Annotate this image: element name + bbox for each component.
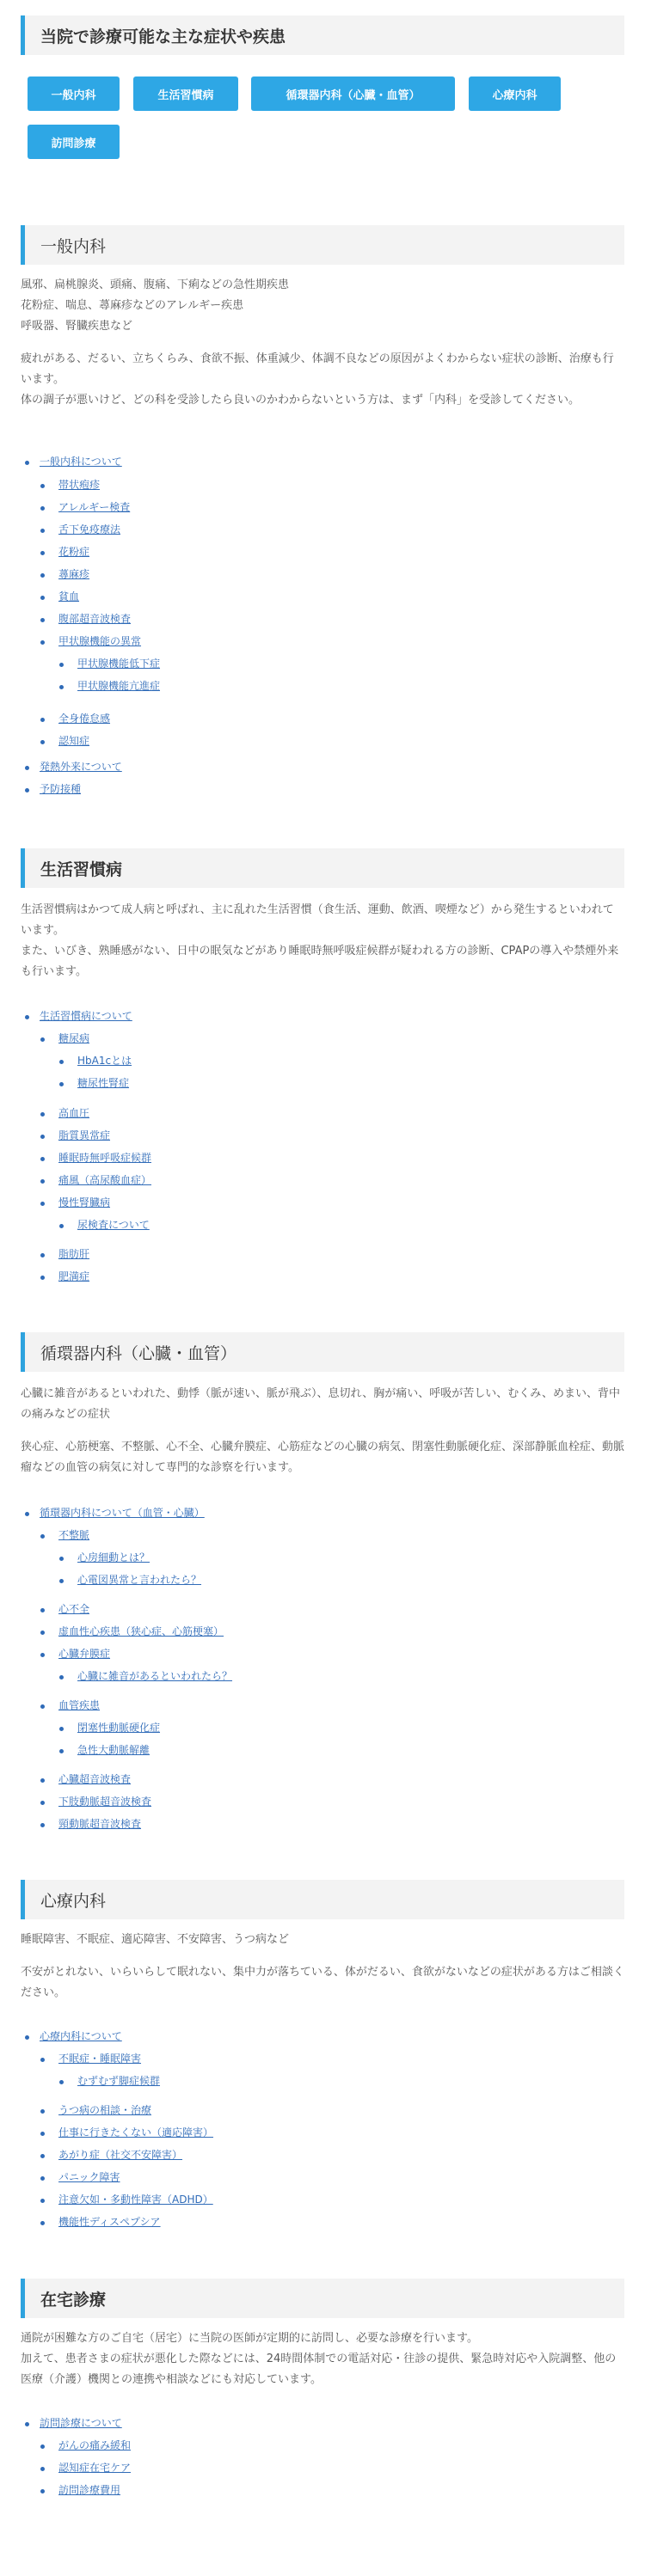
list-item[interactable]: 心臓超音波検査 [58,1773,132,1785]
list-item[interactable]: HbA1cとは [77,1055,132,1067]
list-item[interactable]: 高血圧 [58,1107,90,1119]
section-title: 在宅診療 [40,2290,107,2310]
bullet [40,1276,45,1280]
list-item[interactable]: 睡眠時無呼吸症候群 [58,1152,152,1164]
paragraph: 生活習慣病はかつて成人病と呼ばれ、主に乱れた生活習慣（食生活、運動、飲酒、喫煙など）から発生するといわれています。 [21,903,614,937]
list-item[interactable]: 心療内科について [40,2030,122,2042]
section-text-lifestyle [21,900,624,982]
bullet [40,1823,45,1827]
bullet [40,506,45,511]
bullet [40,1704,45,1709]
list-item[interactable]: 循環器内科について（血管・心臓） [40,1507,205,1519]
jump-button-home-care[interactable] [28,125,120,159]
list-item[interactable]: 脂肪肝 [58,1248,90,1260]
list-item[interactable]: 心臓弁膜症 [58,1648,111,1660]
list-item[interactable]: 訪問診療費用 [58,2484,121,2496]
list-item[interactable]: 生活習慣病について [40,1010,132,1022]
list-item[interactable]: 舌下免疫療法 [58,523,121,535]
jump-button-label: 一般内科 [51,89,96,102]
list-item[interactable]: 蕁麻疹 [58,568,90,580]
section-title: 循環器内科（心臓・血管） [40,1343,237,1363]
list-item[interactable]: 貧血 [58,590,80,603]
list-item[interactable]: 甲状腺機能亢進症 [77,680,161,692]
bullet [40,2109,45,2114]
section-heading-general [21,225,624,265]
list-item[interactable]: 糖尿病 [58,1032,90,1044]
list-item[interactable]: アレルギー検査 [58,501,131,513]
list-item[interactable]: がんの痛み緩和 [58,2439,132,2451]
list-item[interactable]: 不整脈 [58,1529,90,1541]
bullet [40,1157,45,1161]
list-item[interactable]: 甲状腺機能低下症 [77,658,161,670]
page-title [21,15,624,55]
list-item[interactable]: 予防接種 [40,783,82,795]
bullet [59,1060,64,1064]
bullet [40,596,45,600]
list-item[interactable]: 虚血性心疾患（狭心症、心筋梗塞） [58,1625,224,1637]
section-title: 生活習慣病 [40,860,123,879]
section-heading-lifestyle [21,848,624,888]
paragraph: 不安がとれない、いらいらして眠れない、集中力が落ちている、体がだるい、食欲がないなどの症状がある方はご相談ください。 [21,1966,624,1999]
bullet [59,1749,64,1753]
bullet [40,2221,45,2225]
list-item[interactable]: 脂質異常症 [58,1129,111,1141]
bullet [25,766,29,770]
bullet [40,2467,45,2471]
bullet [40,1534,45,1539]
list-item[interactable]: 甲状腺機能の異常 [58,635,142,647]
bullet [59,1082,64,1086]
bullet [40,2199,45,2203]
bullet [59,1727,64,1731]
jump-button-label: 循環器内科（心臓・血管） [286,89,421,102]
bullet [25,2422,29,2426]
list-item[interactable]: 花粉症 [58,546,90,558]
jump-button-label: 生活習慣病 [157,89,214,102]
section-text-psychosomatic [21,1930,624,2004]
list-item[interactable]: むずむず脚症候群 [77,2075,161,2087]
bullet [59,1224,64,1228]
bullet [25,461,29,465]
list-item[interactable]: 心不全 [58,1603,90,1615]
list-item[interactable]: 発熱外来について [40,761,122,773]
bullet [40,1202,45,1206]
paragraph: 風邪、扁桃腺炎、頭痛、腹痛、下痢などの急性期疾患 [21,278,290,291]
section-text-home-care [21,2328,624,2390]
paragraph: 加えて、患者さまの症状が悪化した際などには、24時間体制での電話対応・往診の提供、緊急時対応や入院調整、他の医療（介護）機関との連携や相談などにも対応しています。 [21,2353,617,2386]
list-item[interactable]: 注意欠如・多動性障害（ADHD） [58,2194,213,2206]
list-item[interactable]: あがり症（社交不安障害） [58,2149,183,2161]
paragraph: 睡眠障害、不眠症、適応障害、不安障害、うつ病など [21,1933,290,1946]
list-item[interactable]: 糖尿性腎症 [77,1077,130,1089]
bullet [40,718,45,722]
list-item[interactable]: 認知症 [58,735,90,747]
bullet [40,2154,45,2158]
jump-button-label: 訪問診療 [51,137,96,150]
bullet [40,1037,45,1042]
bullet [40,1253,45,1257]
bullet [40,2176,45,2181]
list-item[interactable]: 痛風（高尿酸血症） [58,1174,152,1186]
bullet [40,2132,45,2136]
bullet [40,1112,45,1117]
list-item[interactable]: 尿検査について [77,1219,150,1231]
list-item[interactable]: 全身倦怠感 [58,713,111,725]
list-item[interactable]: パニック障害 [58,2171,120,2183]
bullet [59,685,64,689]
section-heading-psychosomatic [21,1880,624,1919]
list-item[interactable]: 慢性腎臓病 [58,1196,111,1208]
bullet [25,2035,29,2040]
paragraph: 心臓に雑音があるといわれた、動悸（脈が速い、脈が飛ぶ）、息切れ、胸が痛い、呼吸が苦しい、むくみ、めまい、背中の痛みなどの症状 [21,1387,621,1421]
bullet [40,551,45,555]
bullet [40,2489,45,2493]
paragraph: 狭心症、心筋梗塞、不整脈、心不全、心臓弁膜症、心筋症などの心臓の病気、閉塞性動脈硬化症、深部静脈血栓症、動脈瘤などの血管の病気に対して専門的な診察を行います。 [21,1441,625,1474]
bullet [59,1579,64,1583]
list-item[interactable]: 帯状疱疹 [58,479,101,491]
bullet [40,2444,45,2449]
bullet [40,573,45,578]
bullet [40,640,45,645]
list-item[interactable]: 機能性ディスペプシア [58,2216,161,2228]
section-title: 心療内科 [40,1891,107,1911]
list-item[interactable]: 閉塞性動脈硬化症 [77,1722,161,1734]
bullet [40,740,45,744]
bullet [40,529,45,533]
list-item[interactable]: 認知症在宅ケア [58,2462,132,2474]
bullet [40,1179,45,1184]
bullet [40,1135,45,1139]
bullet [25,1512,29,1516]
list-item[interactable]: 下肢動脈超音波検査 [58,1796,152,1808]
bullet [40,1778,45,1783]
list-item[interactable]: 肥満症 [58,1270,90,1282]
bullet [59,1557,64,1561]
list-item[interactable]: 不眠症・睡眠障害 [58,2053,142,2065]
bullet [40,618,45,622]
section-title: 一般内科 [40,236,107,256]
list-item[interactable]: 心電図異常と言われたら？ [77,1574,202,1586]
section-heading-cardio [21,1332,624,1372]
paragraph: 通院が困難な方のご自宅（居宅）に当院の医師が定期的に訪問し、必要な診療を行います。 [21,2332,478,2345]
bullet [40,2058,45,2062]
list-item[interactable]: 訪問診療について [40,2417,122,2429]
bullet [40,1653,45,1657]
list-item[interactable]: 腹部超音波検査 [58,613,132,625]
paragraph: 疲れがある、だるい、立ちくらみ、食欲不振、体重減少、体調不良などの原因がよくわからない症状の診断、治療も行います。 [21,352,614,386]
list-item[interactable]: 一般内科について [40,456,122,468]
section-text-general [21,275,624,411]
bullet [25,1015,29,1019]
jump-button-psychosomatic[interactable] [469,76,561,111]
jump-button-general[interactable] [28,76,120,111]
paragraph: また、いびき、熟睡感がない、日中の眠気などがあり睡眠時無呼吸症候群が疑われる方の診断、CPAPの導入や禁煙外来も行います。 [21,945,619,978]
section-text-cardio [21,1384,624,1478]
section-heading-home-care [21,2279,624,2318]
jump-button-lifestyle[interactable] [133,76,238,111]
list-item[interactable]: 急性大動脈解離 [77,1744,150,1756]
list-item[interactable]: 血管疾患 [58,1699,101,1711]
bullet [40,1801,45,1805]
bullet [40,1631,45,1635]
list-item[interactable]: 仕事に行きたくない（適応障害） [58,2126,214,2139]
jump-button-cardio[interactable] [251,76,455,111]
paragraph: 花粉症、喘息、蕁麻疹などのアレルギー疾患 [21,299,244,312]
list-item[interactable]: 頸動脈超音波検査 [58,1818,142,1830]
paragraph: 体の調子が悪いけど、どの科を受診したら良いのかわからないという方は、まず「内科」を受診してください。 [21,394,580,407]
list-item[interactable]: 心房細動とは？ [77,1551,150,1563]
bullet [59,2080,64,2084]
page-title-text: 当院で診療可能な主な症状や疾患 [40,27,286,46]
list-item[interactable]: 心臓に雑音があるといわれたら？ [77,1670,233,1682]
paragraph: 呼吸器、腎臓疾患など [21,320,133,333]
bullet [40,1608,45,1612]
jump-button-label: 心療内科 [492,89,538,102]
bullet [59,663,64,667]
list-item[interactable]: うつ病の相談・治療 [58,2104,152,2116]
bullet [40,484,45,488]
bullet [25,788,29,792]
bullet [59,1675,64,1680]
